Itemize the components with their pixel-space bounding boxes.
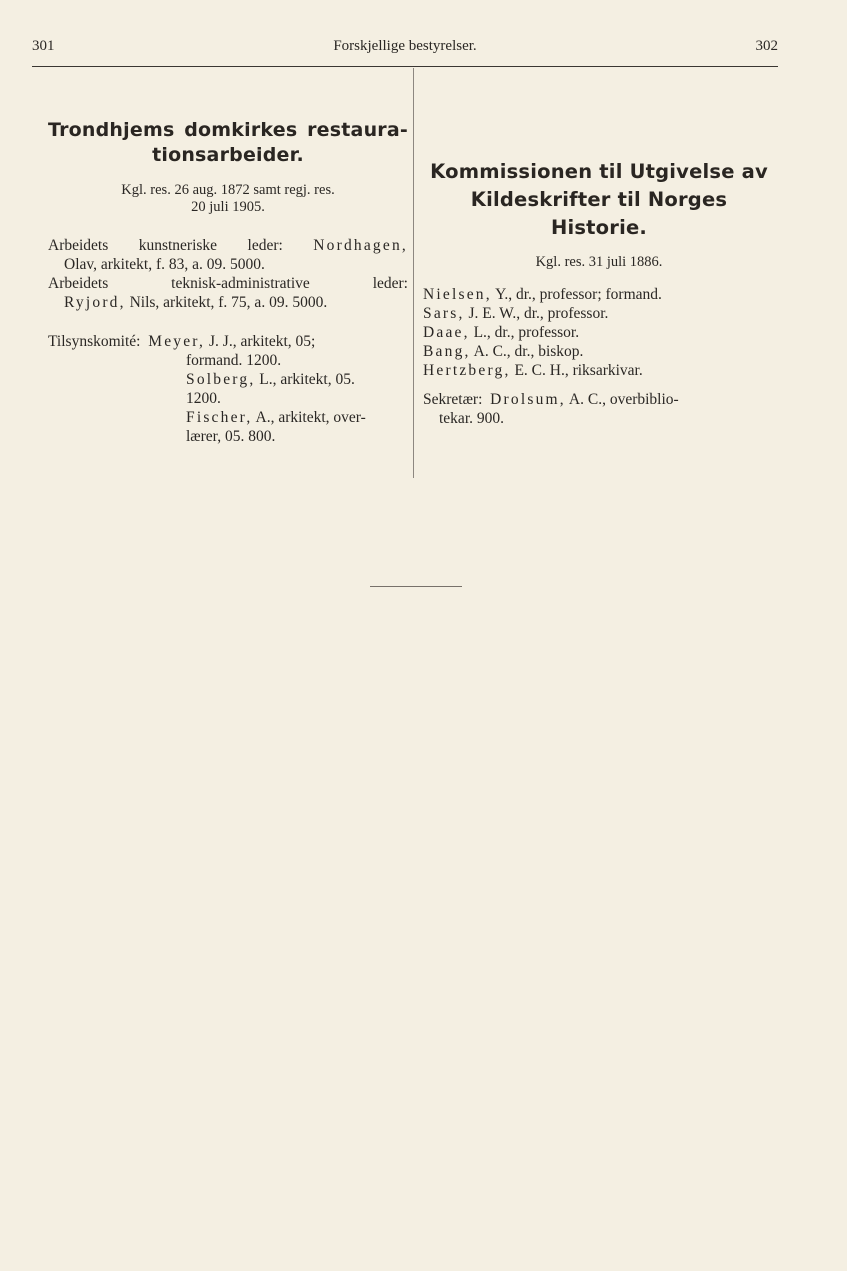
left-column — [48, 118, 408, 446]
page-number-right: 302 — [755, 38, 778, 54]
member-name: Hertzberg, — [423, 362, 511, 379]
resolution-line-2: 20 juli 1905. — [191, 199, 265, 215]
section-end-rule — [370, 586, 462, 587]
member-details: L., dr., professor. — [473, 324, 580, 341]
header-rule — [32, 66, 778, 67]
secretary-label: Sekretær: — [423, 391, 483, 408]
artistic-leader-label: Arbeidets kunstneriske leder: — [48, 237, 283, 254]
member-details: J. E. W., dr., professor. — [468, 305, 609, 322]
artistic-leader-line-2: Olav, arkitekt, f. 83, a. 09. 5000. — [64, 256, 265, 273]
artistic-leader-line-1 — [48, 236, 408, 255]
secretary-details: A. C., overbiblio- — [568, 391, 679, 408]
committee-member-3-details: A., arkitekt, over- — [255, 409, 366, 426]
section-heading-left — [48, 118, 408, 168]
heading-line-1: Kommissionen til Utgivelse av — [430, 160, 768, 183]
committee-member-2 — [48, 370, 408, 389]
artistic-leader-name: Nordhagen, — [313, 237, 408, 254]
committee-member-3-amount: lærer, 05. 800. — [186, 428, 276, 445]
committee-member-2-amount: 1200. — [186, 390, 221, 407]
member-name: Bang, — [423, 343, 471, 360]
member-name: Sars, — [423, 305, 465, 322]
resolution-line-1: Kgl. res. 26 aug. 1872 samt regj. res. — [121, 182, 335, 198]
member-row — [423, 285, 775, 304]
heading-line-2: tionsarbeider. — [152, 144, 304, 166]
member-row — [423, 304, 775, 323]
heading-line-2: Kildeskrifter til Norges Historie. — [470, 188, 728, 239]
committee-member-2-details: L., arkitekt, 05. — [259, 371, 355, 388]
secretary-name: Drolsum, — [490, 391, 566, 408]
committee-member-2-name: Solberg, — [186, 371, 256, 388]
committee-label: Tilsynskomité: — [48, 333, 141, 350]
page-number-left: 301 — [32, 38, 55, 54]
resolution-line — [48, 182, 408, 216]
running-header — [32, 38, 778, 60]
secretary-details-cont: tekar. 900. — [439, 410, 504, 427]
member-details: Y., dr., professor; formand. — [495, 286, 662, 303]
committee-member-1 — [48, 332, 408, 351]
running-title: Forskjellige bestyrelser. — [333, 38, 477, 54]
resolution-line: Kgl. res. 31 juli 1886. — [535, 254, 663, 270]
committee-member-1-role: formand. 1200. — [186, 352, 282, 369]
member-row — [423, 361, 775, 380]
committee-member-1-name: Meyer, — [148, 333, 206, 350]
member-name: Daae, — [423, 324, 470, 341]
committee-member-3 — [48, 408, 408, 427]
technical-leader-line — [48, 293, 408, 312]
member-name: Nielsen, — [423, 286, 492, 303]
member-row — [423, 342, 775, 361]
committee-member-3-name: Fischer, — [186, 409, 253, 426]
member-details: E. C. H., riksarkivar. — [514, 362, 643, 379]
technical-leader-label: Arbeidets teknisk-administrative leder: — [48, 275, 408, 292]
technical-leader-name: Ryjord, — [64, 294, 126, 311]
section-heading-right — [423, 158, 775, 242]
heading-line-1: Trondhjems domkirkes restaura- — [48, 119, 408, 141]
member-details: A. C., dr., biskop. — [473, 343, 584, 360]
member-row — [423, 323, 775, 342]
committee-member-1-details: J. J., arkitekt, 05; — [209, 333, 316, 350]
column-divider — [413, 68, 414, 478]
secretary-line — [423, 390, 775, 409]
right-column — [423, 158, 775, 428]
technical-leader-details: Nils, arkitekt, f. 75, a. 09. 5000. — [129, 294, 328, 311]
